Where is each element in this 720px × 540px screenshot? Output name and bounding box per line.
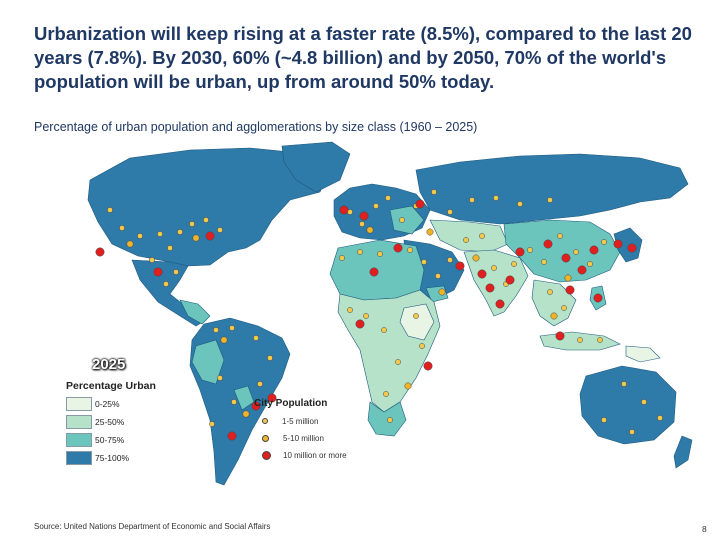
urban-legend-swatch bbox=[66, 415, 92, 429]
map-year-label: 2025 bbox=[92, 356, 126, 373]
urban-legend-row-2 bbox=[66, 415, 124, 429]
urban-legend-label: 50-75% bbox=[95, 435, 125, 445]
urban-legend-title: Percentage Urban bbox=[66, 380, 156, 392]
urban-legend-label: 25-50% bbox=[95, 417, 125, 427]
world-map bbox=[20, 140, 694, 525]
headline: Urbanization will keep rising at a faster rate (8.5%), compared to the last 20 years (7.8%). By 2030, 60% (~4.8 billion) and by 2050, 70% of the world's population will be urban, up from around 50% today. bbox=[34, 23, 692, 92]
map-subtitle: Percentage of urban population and agglomerations by size class (1960 – 2025) bbox=[34, 120, 478, 134]
urban-legend-label: 75-100% bbox=[95, 453, 130, 463]
region-russia bbox=[416, 154, 688, 224]
region-australia bbox=[580, 366, 676, 444]
city-legend-row-2 bbox=[262, 432, 324, 444]
city-legend-label: 10 million or more bbox=[283, 450, 347, 460]
region-new-zealand bbox=[674, 436, 692, 468]
city-legend-dot-medium bbox=[262, 435, 269, 442]
city-legend-label: 1-5 million bbox=[282, 416, 319, 426]
city-legend-label: 5-10 million bbox=[283, 433, 324, 443]
city-legend-dot-small bbox=[262, 418, 268, 424]
urban-legend-row-4 bbox=[66, 451, 129, 465]
urban-legend-label: 0-25% bbox=[95, 399, 120, 409]
urban-legend-row-3 bbox=[66, 433, 124, 447]
city-legend-row-3 bbox=[262, 449, 347, 461]
urban-legend-row-1 bbox=[66, 397, 120, 411]
city-legend-dot-large bbox=[262, 451, 271, 460]
urban-legend-swatch bbox=[66, 433, 92, 447]
page-number: 8 bbox=[702, 524, 707, 534]
city-legend-title: City Population bbox=[254, 398, 328, 409]
urban-legend-swatch bbox=[66, 397, 92, 411]
region-new-guinea bbox=[626, 346, 660, 362]
source-note: Source: United Nations Department of Economic and Social Affairs bbox=[34, 522, 271, 531]
urban-legend-swatch bbox=[66, 451, 92, 465]
region-central-asia bbox=[430, 220, 508, 252]
city-legend-row-1 bbox=[262, 415, 318, 427]
world-map-svg bbox=[20, 140, 694, 525]
